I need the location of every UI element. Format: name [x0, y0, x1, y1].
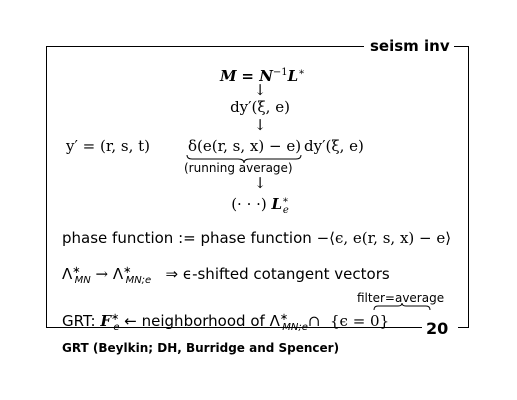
lambda-mn-e-2: $\Lambda^∗_{MN;e}$ [269, 312, 308, 333]
l-e-term: (· · ·) $L^∗_e$ [231, 195, 289, 216]
lambda-mn: $\Lambda^∗_{MN}$ [62, 265, 91, 286]
symbol-m: M [220, 67, 237, 85]
slide-title: seism inv [366, 38, 454, 54]
delta-term: δ(e(r, s, x) − e) [188, 137, 302, 155]
grt-line: GRT: $F^∗_e$ ← neighborhood of $\Lambda^∗_{MN;e}\cap$ {ϵ = 0} [62, 312, 390, 333]
grt-set: {ϵ = 0} [329, 312, 390, 330]
equation-m: $M = N^{-1}L^∗$ [220, 67, 305, 85]
footer-citation: GRT (Beylkin; DH, Burridge and Spencer) [62, 341, 340, 355]
lambda-mn-e: $\Lambda^∗_{MN;e}$ [112, 265, 152, 286]
cotangent-text: ⇒ ϵ-shifted cotangent vectors [165, 265, 390, 283]
dy-term-2: dy′(ξ, e) [304, 137, 364, 155]
down-arrow-3: ↓ [253, 174, 267, 192]
dots: (· · ·) [231, 195, 267, 213]
y-definition: y′ = (r, s, t) [66, 137, 151, 155]
dy-term: dy′(ξ, e) [230, 98, 290, 116]
symbol-l: L [287, 67, 299, 85]
symbol-l-e: L [271, 195, 283, 213]
filter-label: filter=average [357, 291, 445, 305]
phase-function-math: −⟨ϵ, e(r, s, x) − e⟩ [316, 229, 452, 247]
running-average-label: (running average) [184, 161, 293, 175]
page-number: 20 [426, 319, 449, 338]
symbol-n: N [259, 67, 273, 85]
grt-label: GRT: [62, 312, 96, 330]
lambda-line: $\Lambda^∗_{MN} \to \Lambda^∗_{MN;e}$ ⇒ ϵ-shifted cotangent vectors [62, 265, 390, 286]
phase-function-line [62, 229, 451, 247]
grt-text: ← neighborhood of [124, 312, 265, 330]
phase-function-text: phase function := phase function [62, 229, 312, 247]
down-arrow-2: ↓ [253, 116, 267, 134]
down-arrow-1: ↓ [253, 81, 267, 99]
